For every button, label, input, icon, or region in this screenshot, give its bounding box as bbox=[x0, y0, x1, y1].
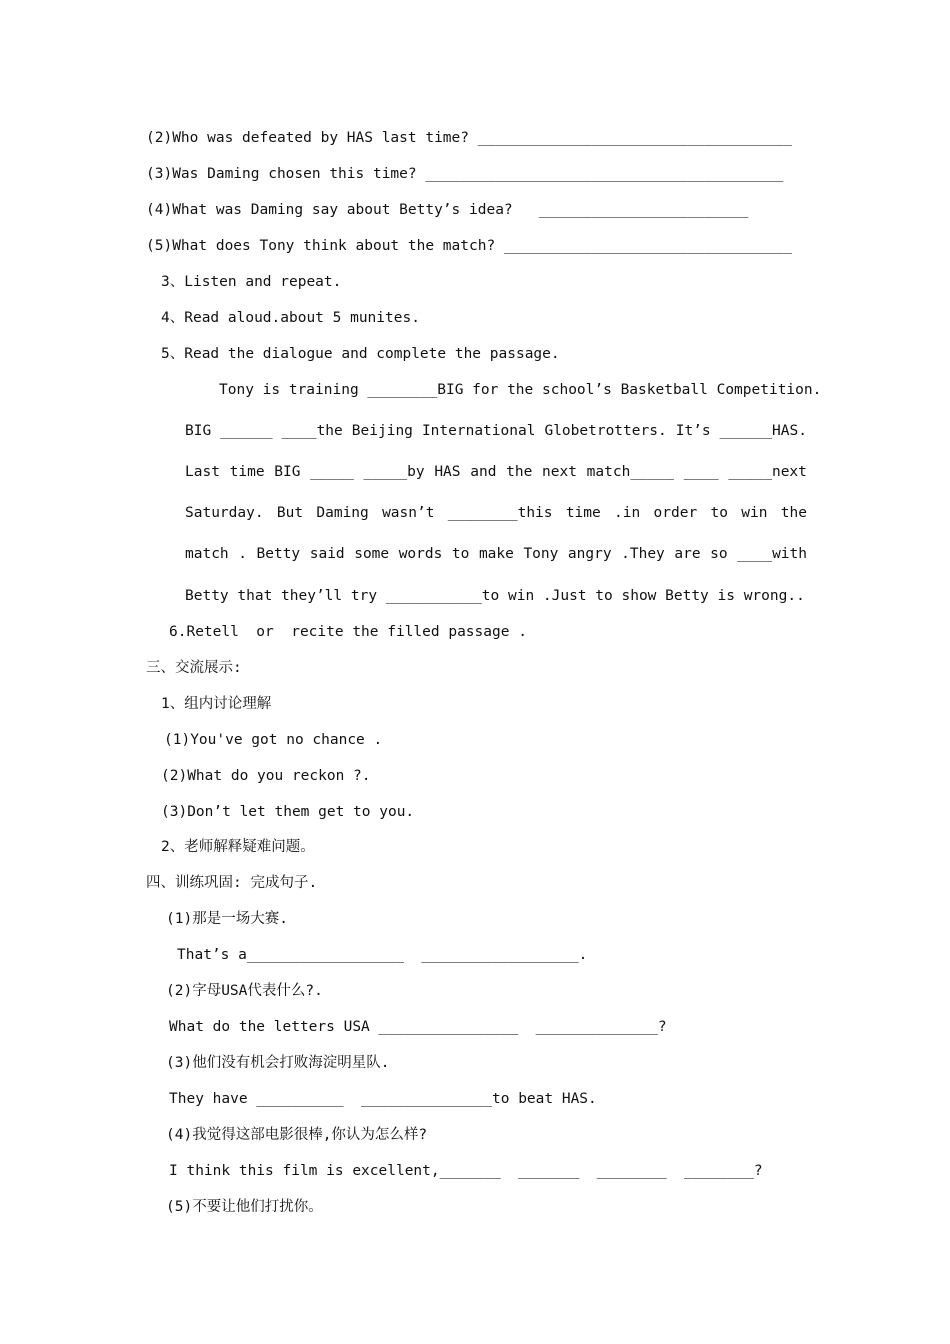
step-5: 5、Read the dialogue and complete the passage. bbox=[161, 346, 560, 362]
word: BIG bbox=[185, 423, 212, 439]
word: .in bbox=[614, 505, 641, 521]
word: International bbox=[421, 423, 536, 439]
section-4-heading: 四、训练巩固: 完成句子. bbox=[146, 875, 318, 891]
word: Daming bbox=[316, 505, 369, 521]
blank: ____ bbox=[683, 464, 719, 480]
word: .They bbox=[621, 546, 665, 562]
exercise-3-answer: They have __________ _______________to beat HAS. bbox=[169, 1091, 597, 1107]
word: match_____ bbox=[586, 464, 674, 480]
exercise-1-prompt: (1)那是一场大赛. bbox=[166, 911, 288, 927]
word: ________this bbox=[447, 505, 553, 521]
word: BIG bbox=[274, 464, 301, 480]
word: to bbox=[710, 505, 728, 521]
word: Saturday. bbox=[185, 505, 264, 521]
word: to bbox=[451, 546, 470, 562]
word: angry bbox=[567, 546, 612, 562]
exercise-5-prompt: (5)不要让他们打扰你。 bbox=[166, 1199, 323, 1215]
question-4: (4)What was Daming say about Betty’s idea? ________________________ bbox=[146, 202, 749, 218]
word: _____next bbox=[728, 464, 807, 480]
exercise-3-prompt: (3)他们没有机会打败海淀明星队. bbox=[166, 1055, 390, 1071]
question-2: (2)Who was defeated by HAS last time? ____________________________________ bbox=[146, 130, 793, 146]
word: HAS bbox=[434, 464, 461, 480]
word: are bbox=[674, 546, 701, 562]
blank: _____ bbox=[310, 464, 354, 480]
exercise-4-answer: I think this film is excellent,_______ _______ ________ ________? bbox=[169, 1163, 763, 1179]
word: order bbox=[653, 505, 698, 521]
passage-line-3 bbox=[185, 462, 807, 482]
passage-line-5 bbox=[185, 544, 807, 564]
word: . bbox=[238, 546, 247, 562]
word: time bbox=[229, 464, 265, 480]
word: Betty bbox=[256, 546, 301, 562]
word: and bbox=[470, 464, 497, 480]
phrase-3: (3)Don’t let them get to you. bbox=[161, 804, 415, 820]
word: ______HAS. bbox=[719, 423, 807, 439]
word: _____by bbox=[363, 464, 425, 480]
word: win bbox=[741, 505, 768, 521]
word: next bbox=[542, 464, 577, 480]
step-3: 3、Listen and repeat. bbox=[161, 274, 342, 290]
word: ____with bbox=[737, 546, 807, 562]
question-5: (5)What does Tony think about the match? _________________________________ bbox=[146, 238, 793, 254]
word: make bbox=[478, 546, 514, 562]
passage-line-1: Tony is training ________BIG for the school’s Basketball Competition. bbox=[219, 382, 822, 398]
word: match bbox=[185, 546, 229, 562]
step-4: 4、Read aloud.about 5 munites. bbox=[161, 310, 420, 326]
word: the bbox=[780, 505, 807, 521]
word: the bbox=[506, 464, 533, 480]
word: ____the bbox=[281, 423, 343, 439]
section-3-item-2: 2、老师解释疑难问题。 bbox=[161, 839, 315, 855]
word: Tony bbox=[523, 546, 559, 562]
passage-line-6: Betty that they’ll try ___________to win .Just to show Betty is wrong.. bbox=[185, 588, 805, 604]
word: words bbox=[398, 546, 443, 562]
word: time bbox=[565, 505, 601, 521]
word: Beijing bbox=[351, 423, 413, 439]
word: some bbox=[354, 546, 390, 562]
word: Last bbox=[185, 464, 220, 480]
step-6: 6.Retell or recite the filled passage . bbox=[169, 624, 527, 640]
blank: ______ bbox=[220, 423, 273, 439]
section-3-heading: 三、交流展示: bbox=[146, 660, 242, 676]
word: said bbox=[309, 546, 345, 562]
phrase-2: (2)What do you reckon ?. bbox=[161, 768, 371, 784]
section-3-item-1: 1、组内讨论理解 bbox=[161, 696, 272, 712]
word: Globetrotters. bbox=[544, 423, 667, 439]
passage-line-4 bbox=[185, 503, 807, 523]
exercise-2-prompt: (2)字母USA代表什么?. bbox=[166, 983, 323, 999]
exercise-2-answer: What do the letters USA ________________ ______________? bbox=[169, 1019, 667, 1035]
word: It’s bbox=[675, 423, 711, 439]
question-3: (3)Was Daming chosen this time? _________________________________________ bbox=[146, 166, 784, 182]
phrase-1: (1)You've got no chance . bbox=[164, 732, 383, 748]
word: so bbox=[710, 546, 728, 562]
word: wasn’t bbox=[382, 505, 435, 521]
exercise-4-prompt: (4)我觉得这部电影很棒,你认为怎么样? bbox=[166, 1127, 428, 1143]
exercise-1-answer: That’s a__________________ __________________. bbox=[177, 947, 588, 963]
word: But bbox=[276, 505, 304, 521]
passage-line-2 bbox=[185, 421, 807, 441]
